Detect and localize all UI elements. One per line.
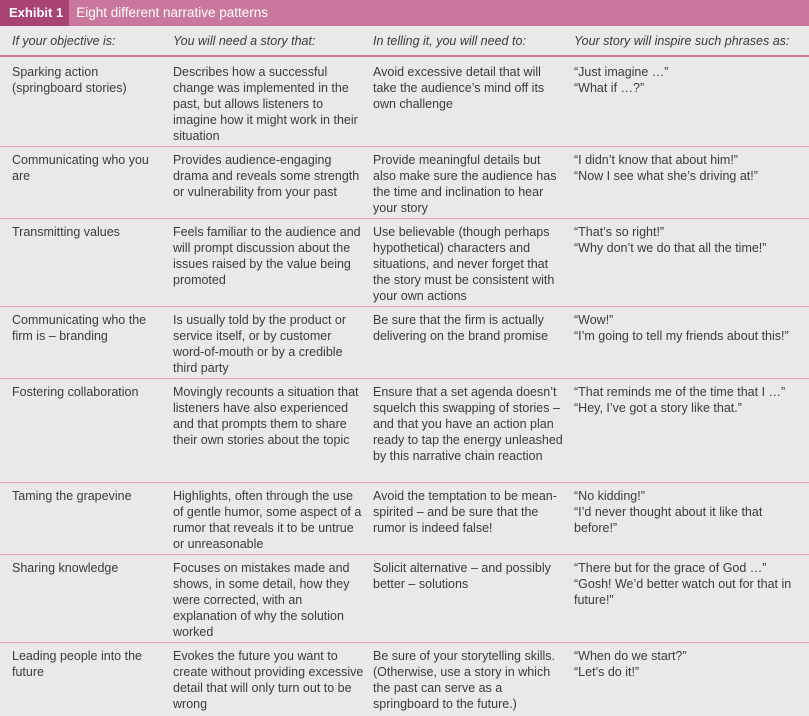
table-cell-objective: Fostering collaboration <box>12 385 139 399</box>
row-divider <box>0 306 809 307</box>
phrase-line: “I’m going to tell my friends about this!” <box>574 329 789 343</box>
table-cell-telling: Avoid excessive detail that will take the audience’s mind off its own challenge <box>373 65 545 111</box>
phrase-line: “Now I see what she’s driving at!” <box>574 169 758 183</box>
table-cell-story: Focuses on mistakes made and shows, in some detail, how they were corrected, with an explanation of why the solution worked <box>173 561 350 639</box>
phrase-line: “When do we start?” <box>574 649 687 663</box>
table-cell-phrases <box>574 152 806 184</box>
table-cell-telling: Be sure of your storytelling skills. (Otherwise, use a story in which the past can serve as a springboard to the future.) <box>373 649 556 711</box>
table-cell-telling: Avoid the temptation to be mean-spirited – and be sure that the rumor is indeed false! <box>373 489 557 535</box>
phrase-line: “Let’s do it!” <box>574 665 640 679</box>
row-divider <box>0 642 809 643</box>
table-cell-telling: Be sure that the firm is actually delivering on the brand promise <box>373 313 549 343</box>
phrase-line: “I didn’t know that about him!” <box>574 153 738 167</box>
row-divider <box>0 146 809 147</box>
table-cell-phrases <box>574 648 806 680</box>
table-cell-objective: Taming the grapevine <box>12 489 132 503</box>
table-cell-telling: Solicit alternative – and possibly better – solutions <box>373 561 551 591</box>
phrase-line: “Just imagine …” <box>574 65 669 79</box>
exhibit-title-bar <box>0 0 809 26</box>
row-divider <box>0 482 809 483</box>
header-divider <box>0 55 809 57</box>
phrase-line: “Wow!” <box>574 313 614 327</box>
phrase-line: “Gosh! We’d better watch out for that in future!” <box>574 577 792 607</box>
table-cell-story: Movingly recounts a situation that listeners have also experienced and that prompts them to share their own stories about the topic <box>173 385 359 447</box>
table-cell-story: Feels familiar to the audience and will prompt discussion about the issues raised by the value being promoted <box>173 225 361 287</box>
table-cell-objective: Communicating who you are <box>12 153 149 183</box>
table-cell-phrases <box>574 488 806 536</box>
phrase-line: “Hey, I’ve got a story like that.” <box>574 401 742 415</box>
row-divider <box>0 554 809 555</box>
phrase-line: “There but for the grace of God …” <box>574 561 767 575</box>
table-cell-telling: Use believable (though perhaps hypothetical) characters and situations, and never forget that the story must be consistent with your own actions <box>373 225 555 303</box>
row-divider <box>0 218 809 219</box>
column-header-phrases: Your story will inspire such phrases as: <box>574 34 790 48</box>
table-cell-telling: Provide meaningful details but also make sure the audience has the time and inclination to hear your story <box>373 153 557 215</box>
column-header-story: You will need a story that: <box>173 34 316 48</box>
exhibit-label: Exhibit 1 <box>0 0 69 26</box>
phrase-line: “That’s so right!” <box>574 225 665 239</box>
table-cell-story: Evokes the future you want to create without providing excessive detail that will only turn out to be wrong <box>173 649 364 711</box>
table-cell-phrases <box>574 224 806 256</box>
phrase-line: “Why don’t we do that all the time!” <box>574 241 767 255</box>
table-cell-objective: Communicating who the firm is – branding <box>12 313 147 343</box>
exhibit-title: Eight different narrative patterns <box>76 5 269 20</box>
table-cell-phrases <box>574 384 806 416</box>
table-cell-phrases <box>574 64 806 96</box>
phrase-line: “That reminds me of the time that I …” <box>574 385 786 399</box>
column-header-telling: In telling it, you will need to: <box>373 34 526 48</box>
table-cell-phrases <box>574 312 806 344</box>
table-cell-objective: Transmitting values <box>12 225 120 239</box>
table-cell-telling: Ensure that a set agenda doesn’t squelch this swapping of stories – and that you have an action plan ready to tap the energy unleashed by this narrative chain reaction <box>373 385 563 463</box>
table-cell-objective: Sparking action (springboard stories) <box>12 65 127 95</box>
row-divider <box>0 378 809 379</box>
table-cell-story: Describes how a successful change was implemented in the past, but allows listeners to imagine how it might work in their situation <box>173 65 358 143</box>
phrase-line: “What if …?” <box>574 81 645 95</box>
table-cell-objective: Leading people into the future <box>12 649 142 679</box>
table-cell-objective: Sharing knowledge <box>12 561 119 575</box>
table-cell-story: Is usually told by the product or service itself, or by customer word-of-mouth or by a credible third party <box>173 313 347 375</box>
phrase-line: “I’d never thought about it like that before!” <box>574 505 763 535</box>
table-cell-story: Highlights, often through the use of gentle humor, some aspect of a rumor that reveals it to be untrue or unreasonable <box>173 489 362 551</box>
table-cell-phrases <box>574 560 806 608</box>
table-cell-story: Provides audience-engaging drama and reveals some strength or vulnerability from your past <box>173 153 360 199</box>
phrase-line: “No kidding!” <box>574 489 645 503</box>
column-header-objective: If your objective is: <box>12 34 116 48</box>
